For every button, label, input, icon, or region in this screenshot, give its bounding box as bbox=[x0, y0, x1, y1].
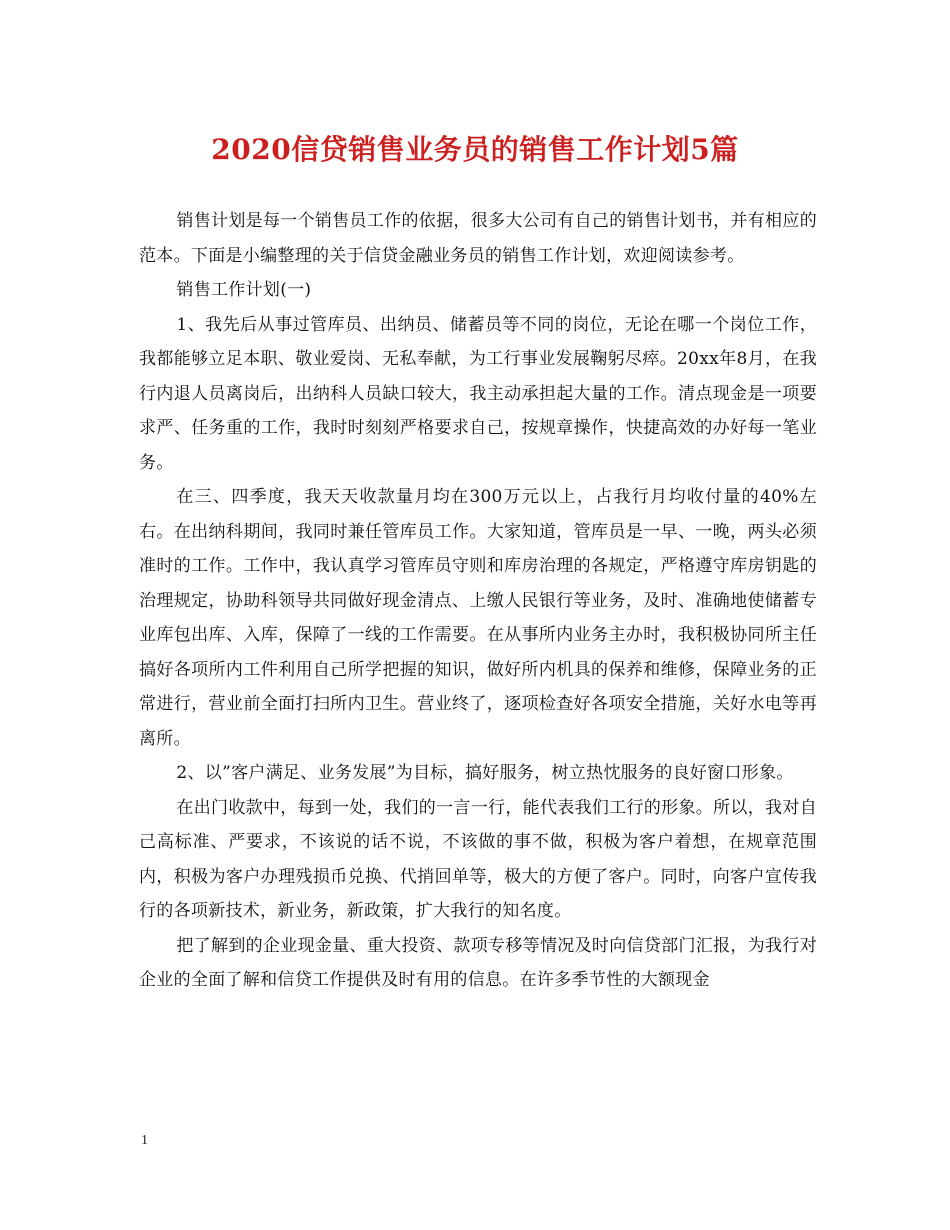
document-title: 2020信贷销售业务员的销售工作计划5篇 bbox=[211, 133, 739, 166]
page-number: 1 bbox=[141, 1133, 148, 1148]
paragraph-enterprise-info: 把了解到的企业现金量、重大投资、款项专移等情况及时向信贷部门汇报，为我行对企业的全面了解和信贷工作提供及时有用的信息。在许多季节性的大额现金 bbox=[139, 935, 817, 990]
document-body bbox=[139, 204, 817, 998]
paragraph-item-2: 2、以”客户满足、业务发展”为目标，搞好服务，树立热忱服务的良好窗口形象。 bbox=[176, 763, 794, 783]
paragraph-item-1: 1、我先后从事过管库员、出纳员、储蓄员等不同的岗位，无论在哪一个岗位工作，我都能够立足本职、敬业爱岗、无私奉献，为工行事业发展鞠躬尽瘁。20xx年8月，在我行内退人员离岗后，出纳科人员缺口较大，我主动承担起大量的工作。清点现金是一项要求严、任务重的工作，我时时刻刻严格要求自己，按规章操作，快捷高效的办好每一笔业务。 bbox=[139, 314, 817, 473]
paragraph-customer-service: 在出门收款中，每到一处，我们的一言一行，能代表我们工行的形象。所以，我对自己高标准、严要求，不该说的话不说，不该做的事不做，积极为客户着想，在规章范围内，积极为客户办理残损币兑换、代捎回单等，极大的方便了客户。同时，向客户宣传我行的各项新技术，新业务，新政策，扩大我行的知名度。 bbox=[139, 797, 817, 921]
section-heading: 销售工作计划(一) bbox=[176, 280, 312, 300]
paragraph-quarter-work: 在三、四季度，我天天收款量月均在300万元以上，占我行月均收付量的40%左右。在出纳科期间，我同时兼任管库员工作。大家知道，管库员是一早、一晚，两头必须准时的工作。工作中，我认真学习管库员守则和库房治理的各规定，严格遵守库房钥匙的治理规定，协助科领导共同做好现金清点、上缴人民银行等业务，及时、准确地使储蓄专业库包出库、入库，保障了一线的工作需要。在从事所内业务主办时，我积极协同所主任搞好各项所内工件利用自己所学把握的知识，做好所内机具的保养和维修，保障业务的正常进行，营业前全面打扫所内卫生。营业终了，逐项检查好各项安全措施，关好水电等再离所。 bbox=[139, 487, 817, 749]
paragraph-intro: 销售计划是每一个销售员工作的依据，很多大公司有自己的销售计划书，并有相应的范本。下面是小编整理的关于信贷金融业务员的销售工作计划，欢迎阅读参考。 bbox=[139, 211, 817, 266]
